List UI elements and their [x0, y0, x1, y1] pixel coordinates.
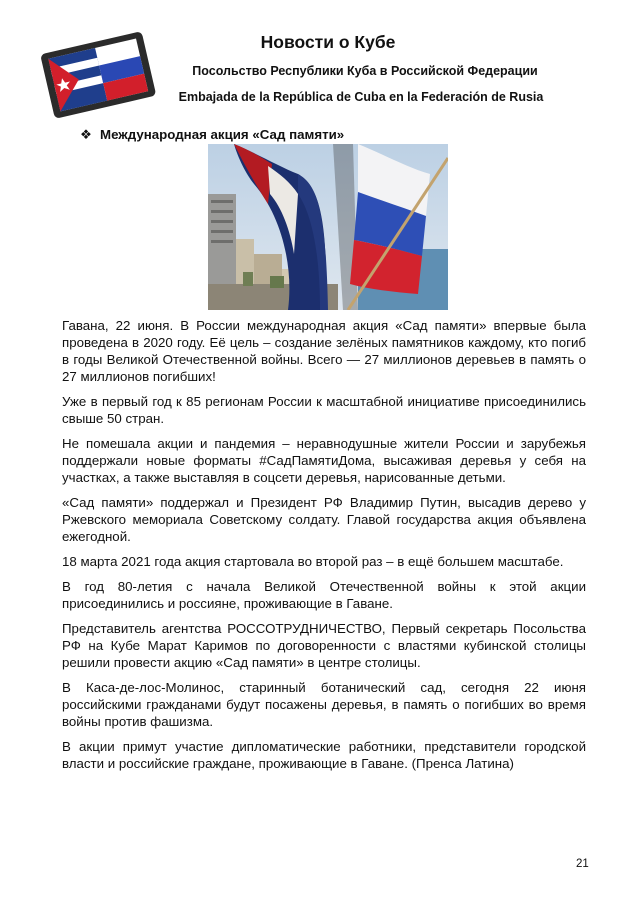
article-paragraph: «Сад памяти» поддержал и Президент РФ Владимир Путин, высадив дерево у Ржевского мемориала Советскому солдату. Главой государства акция объявлена ежегодной.	[62, 495, 586, 544]
diamond-bullet-icon: ❖	[80, 127, 92, 142]
cuba-russia-flags-over-havana-photo	[208, 144, 448, 310]
article-paragraph: Гавана, 22 июня. В России международная акция «Сад памяти» впервые была проведена в 2020 году. Её цель – создание зелёных памятников каждому, кто погиб в годы Великой Отечественной войны. Всего — 27 миллионов деревьев в память о 27 миллионов погибших!	[62, 318, 586, 384]
article-paragraph: 18 марта 2021 года акция стартовала во второй раз – в ещё большем масштабе.	[62, 554, 564, 569]
article-paragraph: Не помешала акции и пандемия – неравнодушные жители России и зарубежья поддержали новые форматы #СадПамятиДома, высаживая деревья у себя на участках, а также выставляя в соцсети деревья, нарисованные детьми.	[62, 436, 586, 485]
article-heading-text: Международная акция «Сад памяти»	[100, 127, 345, 142]
article-paragraph: В акции примут участие дипломатические работники, представители городской власти и российские граждане, проживающие в Гаване. (Пренса Латина)	[62, 739, 586, 771]
article-heading	[80, 127, 344, 143]
page-number: 21	[576, 858, 589, 870]
article-paragraph: В год 80-летия с начала Великой Отечественной войны к этой акции присоединились и россияне, проживающие в Гаване.	[62, 579, 586, 611]
article-paragraph: В Каса-де-лос-Молинос, старинный ботанический сад, сегодня 22 июня российскими гражданами будут посажены деревья, в память о погибших во время войны против фашизма.	[62, 680, 586, 729]
embassy-name-russian: Посольство Республики Куба в Российской Федерации	[192, 64, 538, 78]
article-paragraph: Уже в первый год к 85 регионам России к масштабной инициативе присоединились свыше 50 стран.	[62, 394, 586, 426]
cuba-russia-flags-logo-icon	[38, 30, 158, 118]
embassy-name-spanish: Embajada de la República de Cuba en la Federación de Rusia	[178, 90, 544, 104]
article-body	[62, 317, 586, 780]
article-paragraph: Представитель агентства РОССОТРУДНИЧЕСТВО, Первый секретарь Посольства РФ на Кубе Марат Каримов по договоренности с властями кубинской столицы решили провести акцию «Сад памяти» в центре столицы.	[62, 621, 586, 670]
page-title: Новости о Кубе	[260, 32, 396, 52]
